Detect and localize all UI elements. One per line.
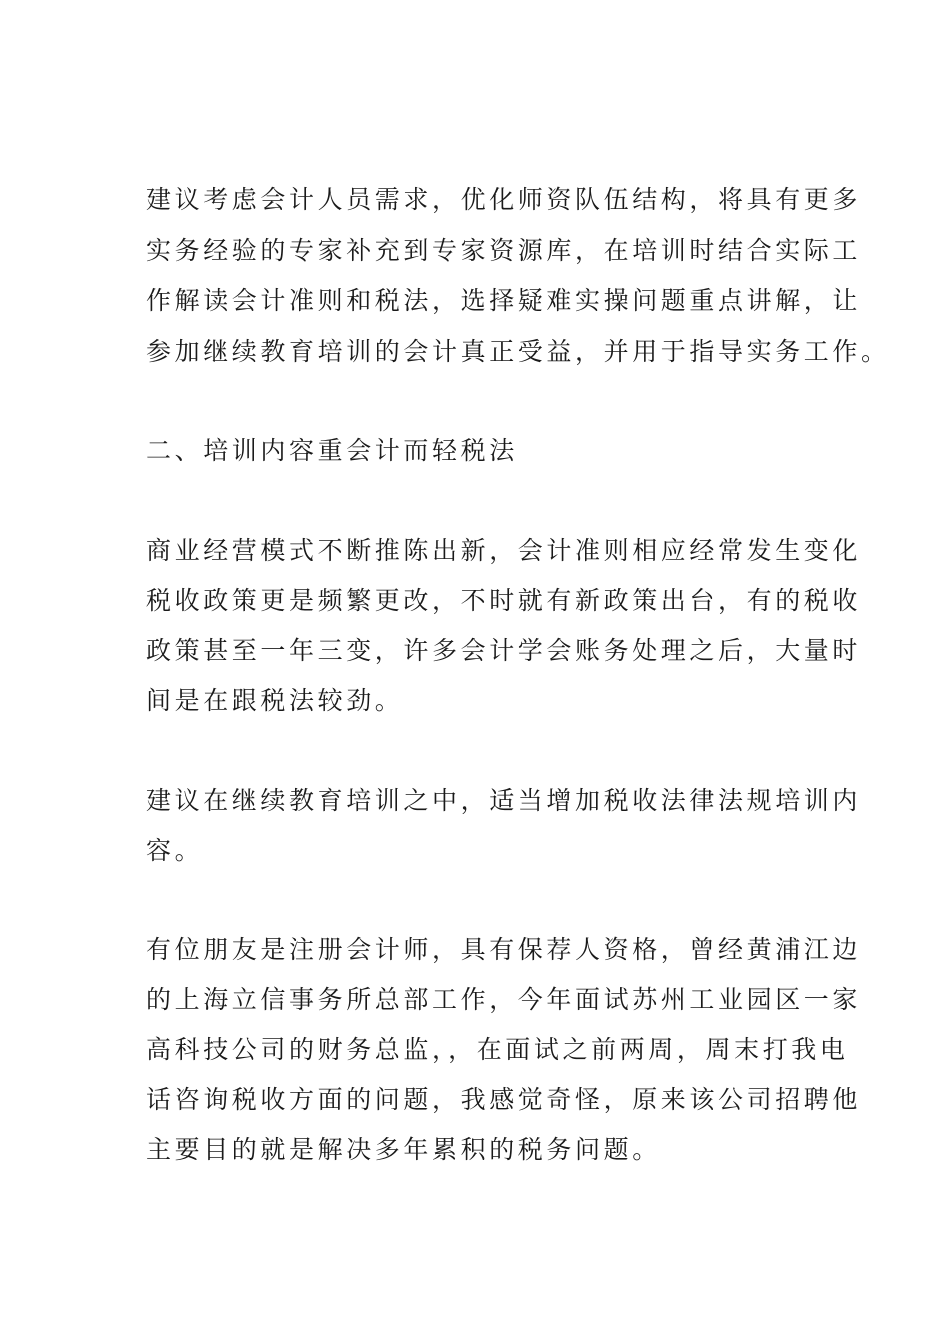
paragraph-line: 主要目的就是解决多年累积的税务问题。 xyxy=(146,1135,661,1164)
paragraph-line: 建议考虑会计人员需求，优化师资队伍结构，将具有更多 xyxy=(146,185,862,214)
paragraph-line: 间是在跟税法较劲。 xyxy=(146,686,404,715)
paragraph-line: 政策甚至一年三变，许多会计学会账务处理之后，大量时 xyxy=(146,636,862,665)
section-heading: 二、培训内容重会计而轻税法 xyxy=(146,436,518,465)
paragraph-line: 容。 xyxy=(146,836,204,865)
paragraph-line: 商业经营模式不断推陈出新，会计准则相应经常发生变化 xyxy=(146,536,862,565)
paragraph-line: 实务经验的专家补充到专家资源库，在培训时结合实际工 xyxy=(146,236,862,265)
paragraph-line: 高科技公司的财务总监，，在面试之前两周，周末打我电 xyxy=(146,1035,849,1064)
paragraph-line: 作解读会计准则和税法，选择疑难实操问题重点讲解，让 xyxy=(146,286,862,315)
paragraph-line: 参加继续教育培训的会计真正受益，并用于指导实务工作。 xyxy=(146,337,890,366)
paragraph-line: 的上海立信事务所总部工作，今年面试苏州工业园区一家 xyxy=(146,985,862,1014)
paragraph-line: 有位朋友是注册会计师，具有保荐人资格，曾经黄浦江边 xyxy=(146,935,862,964)
paragraph-line: 建议在继续教育培训之中，适当增加税收法律法规培训内 xyxy=(146,786,862,815)
paragraph-line: 话咨询税收方面的问题，我感觉奇怪，原来该公司招聘他 xyxy=(146,1085,862,1114)
paragraph-line: 税收政策更是频繁更改，不时就有新政策出台，有的税收 xyxy=(146,586,862,615)
